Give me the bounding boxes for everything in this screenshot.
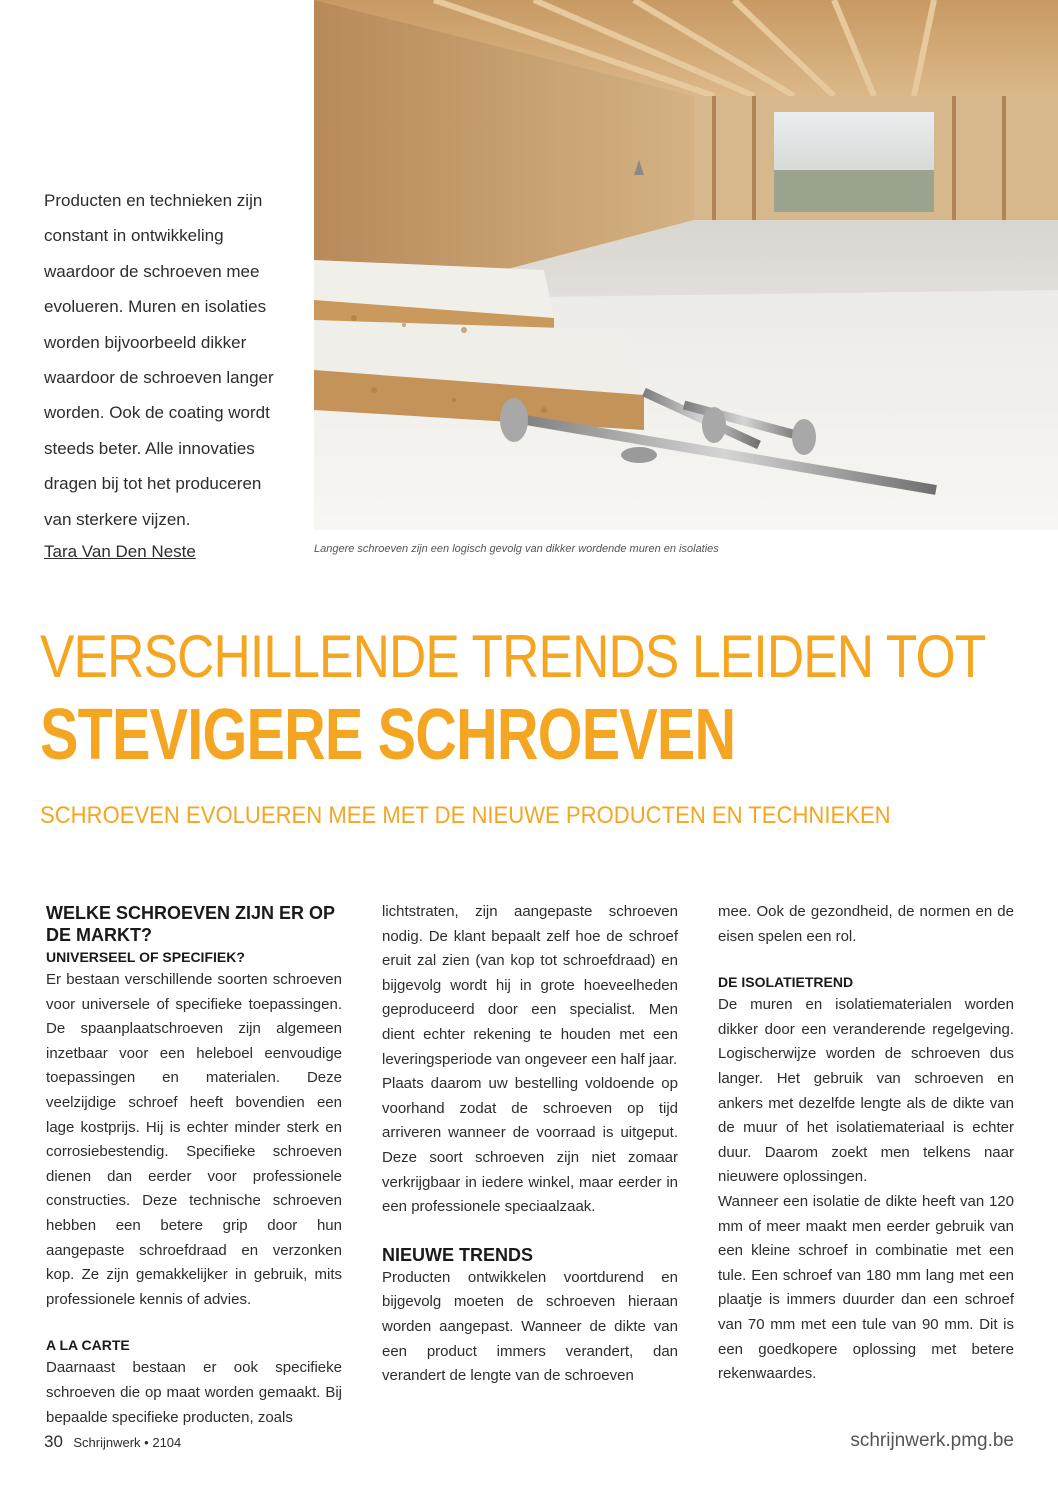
- intro-line: waardoor de schroeven mee: [44, 261, 260, 281]
- body-paragraph: Plaats daarom uw bestelling voldoende op voorhand zodat de schroeven op tijd arriveren wanneer de voorraad is uitgeput. Deze soort schroeven zijn niet zomaar verkrijgbaar in iedere winkel, maar eerder in een professionele speciaalzaak.: [382, 1075, 678, 1216]
- body-paragraph: Daarnaast bestaan er ook specifieke schroeven die op maat worden gemaakt. Bij bepaalde specifieke producten, zoals: [46, 1359, 342, 1426]
- body-paragraph: lichtstraten, zijn aangepaste schroeven nodig. De klant bepaalt zelf hoe de schroef eruit zal zien (van kop tot schroefdraad) en bijgevolg wordt hij in grote hoeveelheden geproduceerd door een specialist. Men dient echter rekening te houden met een leveringsperiode van ongeveer een half jaar.: [382, 903, 678, 1068]
- headline-subtitle: SCHROEVEN EVOLUEREN MEE MET DE NIEUWE PRODUCTEN EN TECHNIEKEN: [40, 802, 891, 829]
- intro-line: Producten en technieken zijn: [44, 191, 263, 210]
- intro-line: worden. Ook de coating wordt: [44, 403, 270, 423]
- intro-text: [44, 183, 294, 537]
- intro-line: waardoor de schroeven langer: [44, 368, 274, 388]
- intro-line: worden bijvoorbeeld dikker: [44, 332, 247, 352]
- footer-info: [44, 1432, 181, 1452]
- magazine-issue: Schrijnwerk • 2104: [73, 1435, 182, 1450]
- body-paragraph: De muren en isolatiematerialen worden dikker door een veranderende regelgeving. Logischerwijze worden de schroeven dus langer. Het gebruik van schroeven en ankers met dezelfde lengte als de dikte van de muur of het isolatiemateriaal is echter duur. Daarom zoekt men telkens naar nieuwere oplossingen.: [718, 996, 1014, 1186]
- subsection-heading: DE ISOLATIETREND: [718, 974, 854, 991]
- intro-line: dragen bij tot het produceren: [44, 474, 262, 494]
- body-paragraph: Wanneer een isolatie de dikte heeft van 120 mm of meer maakt men eerder gebruik van een kleine schroef in combinatie met een tule. Een schroef van 180 mm lang met een plaatje is immers duurder dan een schroef van 70 mm met een tule van 90 mm. Dit is een goedkopere oplossing met betere rekenwaardes.: [718, 1192, 1014, 1383]
- intro-line: steeds beter. Alle innovaties: [44, 438, 255, 458]
- photo-caption: Langere schroeven zijn een logisch gevolg van dikker wordende muren en isolaties: [314, 543, 719, 555]
- body-paragraph: mee. Ook de gezondheid, de normen en de eisen spelen een rol.: [718, 903, 1014, 945]
- section-heading: NIEUWE TRENDS: [382, 1244, 534, 1265]
- hero-photo: [314, 0, 1058, 530]
- headline-line1: VERSCHILLENDE TRENDS LEIDEN TOT: [40, 623, 986, 690]
- intro-line: constant in ontwikkeling: [44, 226, 224, 246]
- intro-line: van sterkere vijzen.: [44, 509, 191, 529]
- body-paragraph: Producten ontwikkelen voortdurend en bijgevolg moeten de schroeven hieraan worden aangepast. Wanneer de dikte van een product immers verandert, dan verandert de lengte van de schroeven: [382, 1268, 678, 1385]
- column-3: [718, 900, 1014, 1387]
- subsection-heading: UNIVERSEEL OF SPECIFIEK?: [46, 949, 245, 965]
- column-1: [46, 900, 342, 1430]
- author-link[interactable]: Tara Van Den Neste: [44, 542, 196, 561]
- column-2: [382, 900, 678, 1389]
- section-heading: WELKE SCHROEVEN ZIJN ER OP DE MARKT?: [46, 903, 335, 945]
- page-number: 30: [44, 1432, 63, 1451]
- body-paragraph: Er bestaan verschillende soorten schroeven voor universele of specifieke toepassingen. De spaanplaatschroeven zijn algemeen inzetbaar voor een heleboel eenvoudige toepassingen en materialen. Deze veelzijdige schroef heeft bovendien een lage kostprijs. Hij is echter minder sterk en corrosiebestendig. Specifieke schroeven dienen dan eerder voor professionele constructies. Deze technische schroeven hebben een betere grip door hun aangepaste schroefdraad en verzonken kop. Ze zijn gemakkelijker in gebruik, mits professionele kennis of advies.: [46, 971, 342, 1308]
- headline-line2: STEVIGERE SCHROEVEN: [40, 695, 736, 775]
- website-link[interactable]: schrijnwerk.pmg.be: [850, 1430, 1014, 1451]
- intro-line: evolueren. Muren en isolaties: [44, 297, 267, 317]
- subsection-heading: A LA CARTE: [46, 1337, 130, 1354]
